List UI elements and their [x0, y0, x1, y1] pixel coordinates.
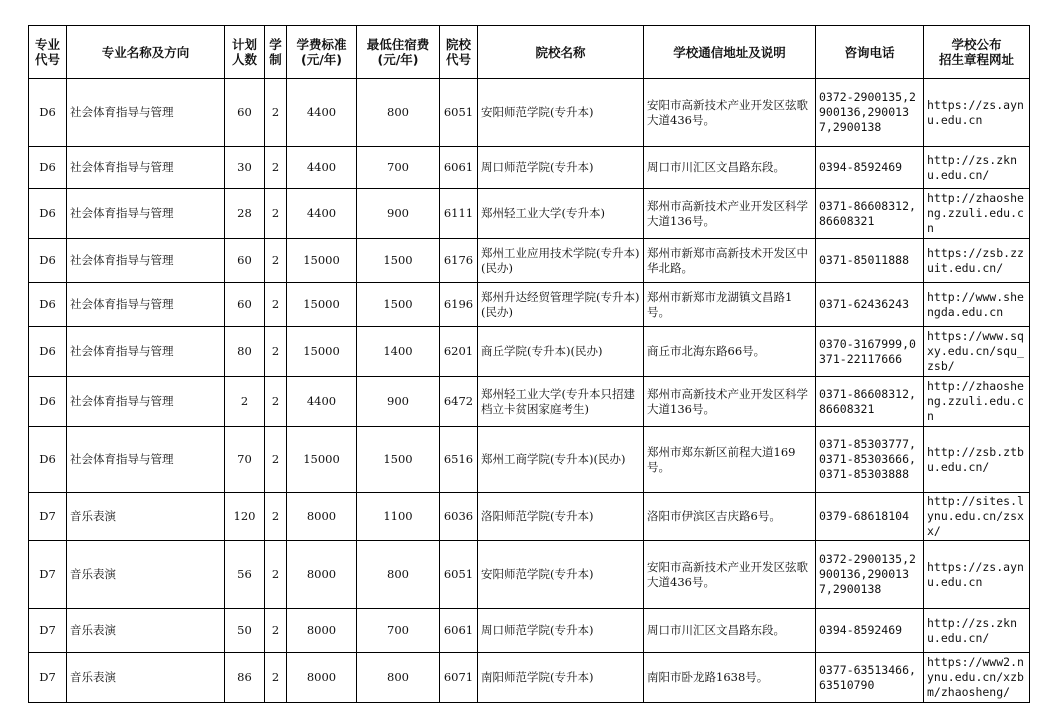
cell-duration: 2	[265, 427, 287, 493]
cell-url[interactable]: http://zhaosheng.zzuli.edu.cn	[924, 189, 1030, 239]
cell-major-name: 社会体育指导与管理	[67, 377, 225, 427]
cell-lodging: 900	[357, 377, 440, 427]
cell-lodging: 700	[357, 609, 440, 653]
cell-url[interactable]: http://sites.lynu.edu.cn/zsxx/	[924, 493, 1030, 541]
cell-school-code: 6472	[440, 377, 478, 427]
cell-duration: 2	[265, 147, 287, 189]
cell-duration: 2	[265, 239, 287, 283]
cell-lodging: 800	[357, 79, 440, 147]
cell-lodging: 1500	[357, 427, 440, 493]
table-row	[29, 493, 1030, 541]
cell-url[interactable]: https://www.sqxy.edu.cn/squ_zsb/	[924, 327, 1030, 377]
cell-address: 南阳市卧龙路1638号。	[644, 653, 816, 703]
cell-major-name: 社会体育指导与管理	[67, 327, 225, 377]
cell-major-name: 社会体育指导与管理	[67, 239, 225, 283]
cell-school-code: 6051	[440, 79, 478, 147]
cell-duration: 2	[265, 79, 287, 147]
cell-major-name: 音乐表演	[67, 493, 225, 541]
cell-address: 郑州市新郑市龙湖镇文昌路1号。	[644, 283, 816, 327]
cell-tuition: 8000	[287, 653, 357, 703]
cell-major-name: 社会体育指导与管理	[67, 283, 225, 327]
cell-tuition: 4400	[287, 189, 357, 239]
cell-school-name: 安阳师范学院(专升本)	[478, 79, 644, 147]
cell-url[interactable]: http://zs.zknu.edu.cn/	[924, 609, 1030, 653]
cell-duration: 2	[265, 377, 287, 427]
cell-school-code: 6061	[440, 609, 478, 653]
header-duration: 学 制	[265, 26, 287, 79]
cell-school-name: 安阳师范学院(专升本)	[478, 541, 644, 609]
table-row	[29, 283, 1030, 327]
cell-phone: 0371-62436243	[816, 283, 924, 327]
table-row	[29, 239, 1030, 283]
table-row	[29, 79, 1030, 147]
table-header-row	[29, 26, 1030, 79]
cell-address: 洛阳市伊滨区吉庆路6号。	[644, 493, 816, 541]
header-url: 学校公布 招生章程网址	[924, 26, 1030, 79]
cell-school-code: 6196	[440, 283, 478, 327]
cell-duration: 2	[265, 283, 287, 327]
cell-major-code: D7	[29, 653, 67, 703]
cell-major-code: D7	[29, 609, 67, 653]
cell-phone: 0394-8592469	[816, 609, 924, 653]
cell-school-code: 6516	[440, 427, 478, 493]
table-row	[29, 609, 1030, 653]
cell-plan-count: 86	[225, 653, 265, 703]
cell-plan-count: 50	[225, 609, 265, 653]
cell-duration: 2	[265, 541, 287, 609]
cell-school-name: 郑州工商学院(专升本)(民办)	[478, 427, 644, 493]
cell-school-name: 周口师范学院(专升本)	[478, 609, 644, 653]
cell-school-name: 周口师范学院(专升本)	[478, 147, 644, 189]
cell-phone: 0372-2900135,2900136,2900137,2900138	[816, 79, 924, 147]
cell-tuition: 4400	[287, 79, 357, 147]
table-row	[29, 541, 1030, 609]
cell-tuition: 15000	[287, 327, 357, 377]
header-school-code: 院校 代号	[440, 26, 478, 79]
cell-plan-count: 56	[225, 541, 265, 609]
cell-lodging: 800	[357, 653, 440, 703]
cell-lodging: 1400	[357, 327, 440, 377]
cell-address: 周口市川汇区文昌路东段。	[644, 609, 816, 653]
cell-url[interactable]: http://zhaosheng.zzuli.edu.cn	[924, 377, 1030, 427]
cell-address: 郑州市高新技术产业开发区科学大道136号。	[644, 377, 816, 427]
cell-tuition: 15000	[287, 239, 357, 283]
cell-major-name: 社会体育指导与管理	[67, 427, 225, 493]
cell-school-name: 郑州升达经贸管理学院(专升本)(民办)	[478, 283, 644, 327]
cell-major-code: D6	[29, 377, 67, 427]
cell-major-code: D6	[29, 239, 67, 283]
cell-tuition: 4400	[287, 377, 357, 427]
cell-major-code: D6	[29, 427, 67, 493]
cell-phone: 0371-86608312,86608321	[816, 377, 924, 427]
cell-tuition: 4400	[287, 147, 357, 189]
cell-tuition: 15000	[287, 283, 357, 327]
cell-url[interactable]: https://www2.nynu.edu.cn/xzbm/zhaosheng/	[924, 653, 1030, 703]
table-row	[29, 377, 1030, 427]
cell-url[interactable]: http://zsb.ztbu.edu.cn/	[924, 427, 1030, 493]
table-row	[29, 327, 1030, 377]
header-lodging: 最低住宿费 (元/年)	[357, 26, 440, 79]
cell-major-name: 音乐表演	[67, 541, 225, 609]
cell-school-code: 6176	[440, 239, 478, 283]
cell-school-code: 6071	[440, 653, 478, 703]
cell-major-code: D7	[29, 493, 67, 541]
cell-phone: 0371-86608312,86608321	[816, 189, 924, 239]
cell-school-name: 郑州工业应用技术学院(专升本)(民办)	[478, 239, 644, 283]
cell-major-code: D6	[29, 147, 67, 189]
cell-school-name: 南阳师范学院(专升本)	[478, 653, 644, 703]
table-row	[29, 147, 1030, 189]
cell-major-name: 音乐表演	[67, 609, 225, 653]
cell-phone: 0377-63513466,63510790	[816, 653, 924, 703]
cell-lodging: 1500	[357, 239, 440, 283]
cell-school-code: 6051	[440, 541, 478, 609]
cell-duration: 2	[265, 327, 287, 377]
cell-address: 郑州市高新技术产业开发区科学大道136号。	[644, 189, 816, 239]
cell-plan-count: 70	[225, 427, 265, 493]
cell-url[interactable]: http://zs.zknu.edu.cn/	[924, 147, 1030, 189]
cell-major-name: 社会体育指导与管理	[67, 147, 225, 189]
header-phone: 咨询电话	[816, 26, 924, 79]
cell-address: 安阳市高新技术产业开发区弦歌大道436号。	[644, 541, 816, 609]
cell-url[interactable]: https://zsb.zzuit.edu.cn/	[924, 239, 1030, 283]
cell-school-code: 6061	[440, 147, 478, 189]
cell-duration: 2	[265, 493, 287, 541]
cell-tuition: 8000	[287, 541, 357, 609]
cell-school-name: 郑州轻工业大学(专升本只招建档立卡贫困家庭考生)	[478, 377, 644, 427]
cell-phone: 0372-2900135,2900136,2900137,2900138	[816, 541, 924, 609]
cell-phone: 0370-3167999,0371-22117666	[816, 327, 924, 377]
cell-lodging: 1100	[357, 493, 440, 541]
cell-plan-count: 30	[225, 147, 265, 189]
cell-tuition: 15000	[287, 427, 357, 493]
cell-school-code: 6201	[440, 327, 478, 377]
cell-plan-count: 120	[225, 493, 265, 541]
cell-major-code: D6	[29, 283, 67, 327]
cell-address: 郑州市新郑市高新技术开发区中华北路。	[644, 239, 816, 283]
admissions-table	[28, 25, 1030, 703]
cell-lodging: 1500	[357, 283, 440, 327]
cell-phone: 0379-68618104	[816, 493, 924, 541]
table-row	[29, 653, 1030, 703]
header-address: 学校通信地址及说明	[644, 26, 816, 79]
cell-major-name: 社会体育指导与管理	[67, 79, 225, 147]
cell-plan-count: 60	[225, 79, 265, 147]
cell-school-name: 洛阳师范学院(专升本)	[478, 493, 644, 541]
cell-plan-count: 60	[225, 283, 265, 327]
cell-major-code: D6	[29, 79, 67, 147]
header-major-name: 专业名称及方向	[67, 26, 225, 79]
cell-plan-count: 28	[225, 189, 265, 239]
cell-major-name: 音乐表演	[67, 653, 225, 703]
header-major-code: 专业 代号	[29, 26, 67, 79]
cell-school-code: 6036	[440, 493, 478, 541]
cell-major-name: 社会体育指导与管理	[67, 189, 225, 239]
header-tuition: 学费标准 (元/年)	[287, 26, 357, 79]
cell-phone: 0394-8592469	[816, 147, 924, 189]
cell-tuition: 8000	[287, 493, 357, 541]
cell-plan-count: 80	[225, 327, 265, 377]
header-plan-count: 计划 人数	[225, 26, 265, 79]
table-row	[29, 189, 1030, 239]
cell-school-code: 6111	[440, 189, 478, 239]
cell-major-code: D7	[29, 541, 67, 609]
header-school-name: 院校名称	[478, 26, 644, 79]
cell-school-name: 商丘学院(专升本)(民办)	[478, 327, 644, 377]
cell-url[interactable]: http://www.shengda.edu.cn	[924, 283, 1030, 327]
cell-url[interactable]: https://zs.aynu.edu.cn	[924, 541, 1030, 609]
cell-lodging: 900	[357, 189, 440, 239]
cell-major-code: D6	[29, 189, 67, 239]
cell-duration: 2	[265, 609, 287, 653]
cell-lodging: 700	[357, 147, 440, 189]
cell-address: 商丘市北海东路66号。	[644, 327, 816, 377]
cell-duration: 2	[265, 653, 287, 703]
cell-duration: 2	[265, 189, 287, 239]
cell-lodging: 800	[357, 541, 440, 609]
cell-plan-count: 60	[225, 239, 265, 283]
cell-tuition: 8000	[287, 609, 357, 653]
cell-major-code: D6	[29, 327, 67, 377]
cell-address: 安阳市高新技术产业开发区弦歌大道436号。	[644, 79, 816, 147]
cell-address: 周口市川汇区文昌路东段。	[644, 147, 816, 189]
cell-school-name: 郑州轻工业大学(专升本)	[478, 189, 644, 239]
cell-phone: 0371-85303777,0371-85303666,0371-85303888	[816, 427, 924, 493]
cell-url[interactable]: https://zs.aynu.edu.cn	[924, 79, 1030, 147]
table-row	[29, 427, 1030, 493]
cell-plan-count: 2	[225, 377, 265, 427]
cell-address: 郑州市郑东新区前程大道169号。	[644, 427, 816, 493]
cell-phone: 0371-85011888	[816, 239, 924, 283]
